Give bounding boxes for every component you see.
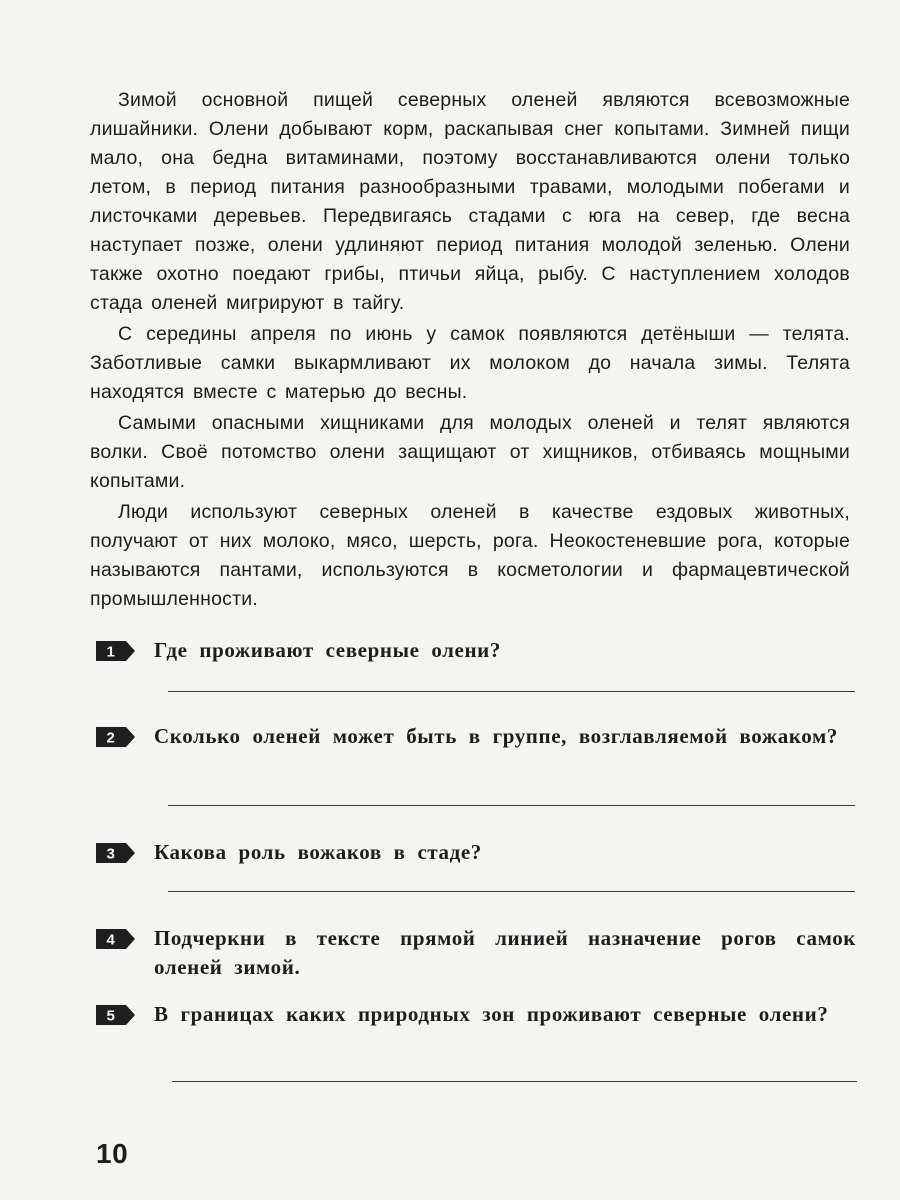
question-1 bbox=[96, 636, 856, 665]
question-number-badge bbox=[96, 843, 136, 863]
question-text: Где проживают северные олени? bbox=[154, 638, 501, 662]
question-text: Подчеркни в тексте прямой линией назначение рогов самок оленей зимой. bbox=[154, 926, 856, 979]
question-number: 4 bbox=[106, 931, 116, 949]
question-5 bbox=[96, 1000, 856, 1029]
passage-paragraph: Самыми опасными хищниками для молодых оленей и телят являются волки. Своё потомство олени защищают от хищников, отбиваясь мощными копытами. bbox=[90, 412, 850, 492]
answer-line[interactable] bbox=[172, 1081, 857, 1082]
passage-paragraph: Зимой основной пищей северных оленей являются всевозможные лишайники. Олени добывают корм, раскапывая снег копытами. Зимней пищи мало, она бедна витаминами, поэтому восстанавливаются олени только летом, в период питания разнообразными травами, молодыми побегами и листочками деревьев. Передвигаясь стадами с юга на север, где весна наступает позже, олени удлиняют период питания молодой зеленью. Олени также охотно поедают грибы, птичьи яйца, рыбу. С наступлением холодов стада оленей мигрируют в тайгу. bbox=[90, 89, 850, 314]
question-number: 1 bbox=[106, 643, 116, 661]
question-3 bbox=[96, 838, 856, 867]
question-4 bbox=[96, 924, 856, 982]
question-number: 5 bbox=[106, 1007, 116, 1025]
question-number-badge bbox=[96, 1005, 136, 1025]
question-number: 2 bbox=[106, 729, 116, 747]
question-number-badge bbox=[96, 641, 136, 661]
passage-paragraph: С середины апреля по июнь у самок появляются детёныши — телята. Заботливые самки выкармливают их молоком до начала зимы. Телята находятся вместе с матерью до весны. bbox=[90, 323, 850, 403]
answer-line[interactable] bbox=[168, 891, 855, 892]
question-number: 3 bbox=[106, 845, 116, 863]
reading-passage bbox=[90, 86, 850, 616]
question-number-badge bbox=[96, 929, 136, 949]
question-text: Какова роль вожаков в стаде? bbox=[154, 840, 482, 864]
answer-line[interactable] bbox=[168, 691, 855, 692]
passage-paragraph: Люди используют северных оленей в качестве ездовых животных, получают от них молоко, мясо, шерсть, рога. Неокостеневшие рога, которые называются пантами, используются в косметологии и фармацевтической промышленности. bbox=[90, 501, 850, 610]
page-number: 10 bbox=[96, 1138, 129, 1169]
answer-line[interactable] bbox=[168, 805, 855, 806]
question-number-badge bbox=[96, 727, 136, 747]
question-2 bbox=[96, 722, 856, 751]
question-text: Сколько оленей может быть в группе, возглавляемой вожаком? bbox=[154, 724, 838, 748]
question-text: В границах каких природных зон проживают северные олени? bbox=[154, 1002, 829, 1026]
